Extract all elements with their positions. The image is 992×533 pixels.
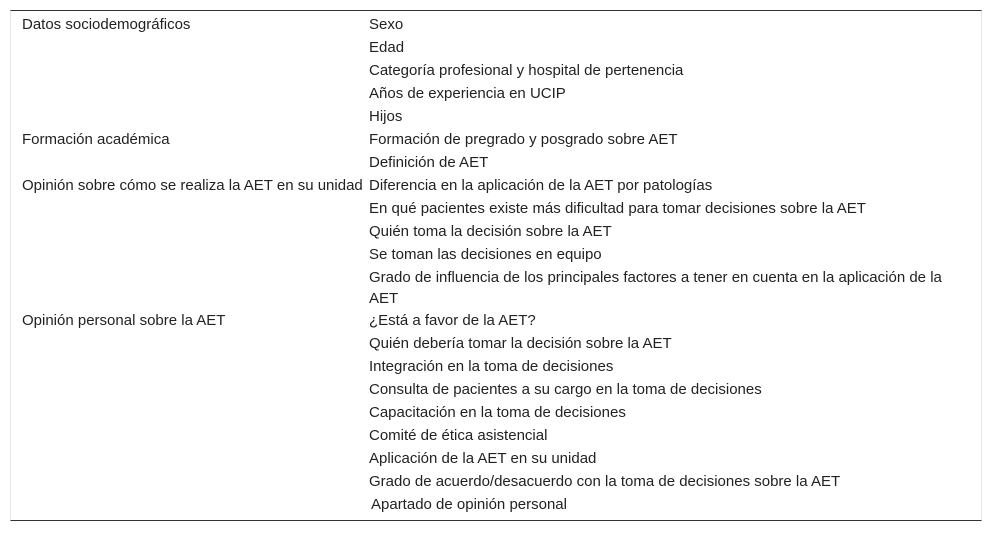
- list-item: Aplicación de la AET en su unidad: [369, 450, 597, 467]
- list-item: Comité de ética asistencial: [369, 427, 548, 444]
- list-item: Categoría profesional y hospital de pertenencia: [369, 62, 684, 79]
- section-personal-opinion: [11, 309, 981, 516]
- section-items: [369, 309, 981, 516]
- list-item: Grado de acuerdo/desacuerdo con la toma de decisiones sobre la AET: [369, 473, 841, 490]
- section-items: [369, 128, 981, 174]
- section-academic-training: [11, 128, 981, 174]
- list-item: Edad: [369, 39, 405, 56]
- list-item: Quién toma la decisión sobre la AET: [369, 223, 612, 240]
- section-items: [369, 13, 981, 128]
- list-item: Diferencia en la aplicación de la AET por patologías: [369, 177, 713, 194]
- section-label: Opinión sobre cómo se realiza la AET en su unidad: [22, 177, 363, 194]
- list-item: Consulta de pacientes a su cargo en la toma de decisiones: [369, 381, 762, 398]
- list-item: Capacitación en la toma de decisiones: [369, 404, 626, 421]
- list-item: ¿Está a favor de la AET?: [369, 312, 536, 329]
- list-item: Hijos: [369, 108, 403, 125]
- list-item: Apartado de opinión personal: [371, 496, 567, 513]
- list-item: Integración en la toma de decisiones: [369, 358, 614, 375]
- list-item: Se toman las decisiones en equipo: [369, 246, 602, 263]
- section-sociodemographic: [11, 13, 981, 128]
- section-label: Datos sociodemográficos: [22, 16, 191, 33]
- list-item: Años de experiencia en UCIP: [369, 85, 566, 102]
- section-label: Formación académica: [22, 131, 170, 148]
- questionnaire-table: [10, 10, 982, 521]
- section-items: [369, 174, 981, 309]
- list-item: Formación de pregrado y posgrado sobre AET: [369, 131, 678, 148]
- list-item: Sexo: [369, 16, 404, 33]
- list-item: Quién debería tomar la decisión sobre la AET: [369, 335, 672, 352]
- list-item: En qué pacientes existe más dificultad para tomar decisiones sobre la AET: [369, 200, 866, 217]
- section-label: Opinión personal sobre la AET: [22, 312, 226, 329]
- list-item: Grado de influencia de los principales factores a tener en cuenta en la aplicación de la AET: [369, 269, 942, 307]
- list-item: Definición de AET: [369, 154, 489, 171]
- section-unit-opinion: [11, 174, 981, 309]
